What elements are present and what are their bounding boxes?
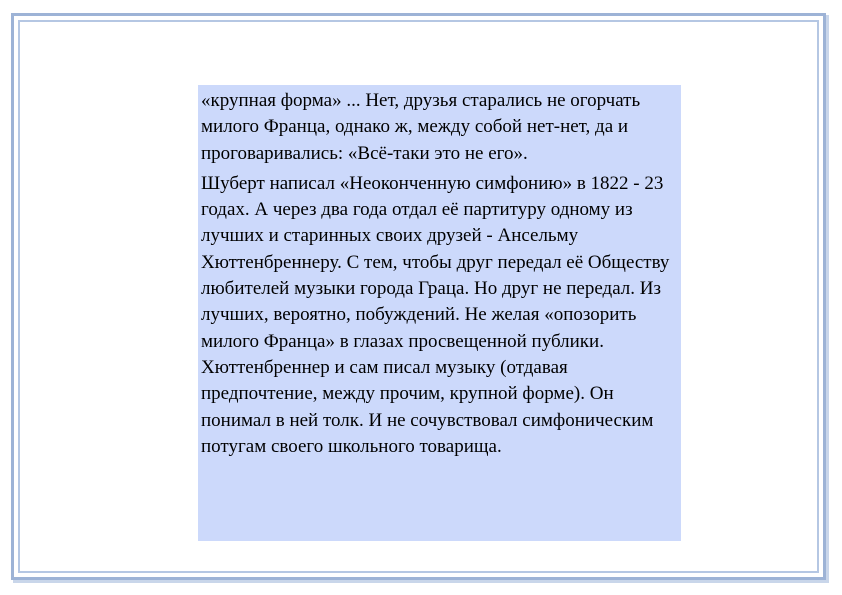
text-box	[198, 85, 681, 541]
paragraph-1: «крупная форма» ... Нет, друзья старались не огорчать милого Франца, однако ж, между собой нет-нет, да и проговаривались: «Всё-таки это не его».	[201, 90, 641, 164]
frame-shadow	[13, 580, 829, 583]
frame-shadow	[826, 15, 829, 582]
paragraph-2: Шуберт написал «Неоконченную симфонию» в 1822 - 23 годах. А через два года отдал её партитуру одному из лучших и старинных своих друзей - Ансельму Хюттенбреннеру. С тем, чтобы друг передал её Обществу любителей музыки города Граца. Но друг не передал. Из лучших, вероятно, побуждений. Не желая «опозорить милого Франца» в глазах просвещенной публики. Хюттенбреннер и сам писал музыку (отдавая предпочтение, между прочим, крупной форме). Он понимал в ней толк. И не сочувствовал симфоническим потугам своего школьного товарища.	[201, 172, 670, 457]
